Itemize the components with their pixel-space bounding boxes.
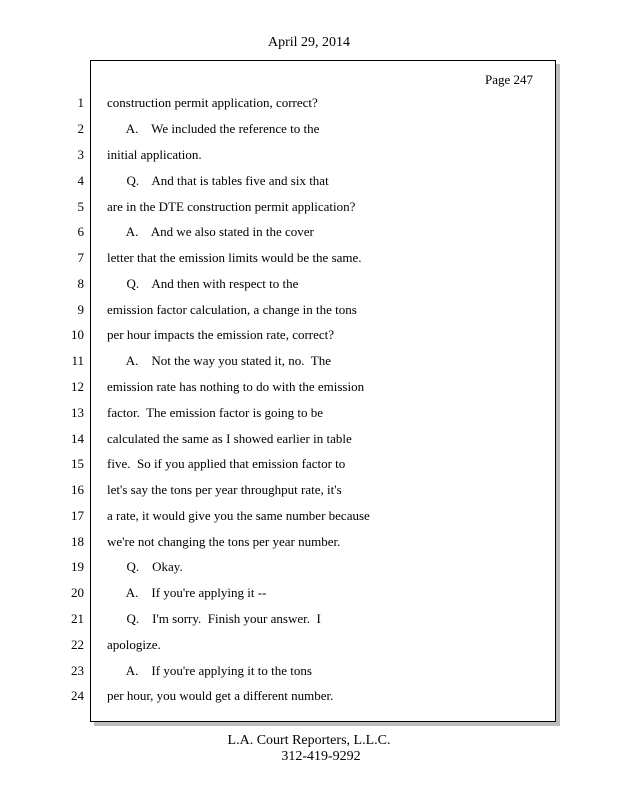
transcript-line: per hour, you would get a different number. — [107, 688, 334, 703]
line-number: 2 — [77, 121, 84, 136]
line-number: 24 — [71, 688, 84, 703]
line-number: 22 — [71, 637, 84, 652]
transcript-line: factor. The emission factor is going to be — [107, 405, 324, 420]
line-number: 23 — [71, 663, 84, 678]
line-number: 15 — [71, 456, 84, 471]
transcript-line: emission factor calculation, a change in the tons — [107, 302, 357, 317]
footer-company: L.A. Court Reporters, L.L.C. — [227, 733, 391, 748]
transcript-line: A. If you're applying it to the tons — [107, 663, 312, 678]
transcript-line: Q. And that is tables five and six that — [107, 173, 329, 188]
transcript-line: are in the DTE construction permit application? — [107, 199, 356, 214]
line-number: 14 — [71, 431, 84, 446]
line-number: 17 — [71, 508, 84, 523]
line-number: 18 — [71, 534, 84, 549]
transcript-line: emission rate has nothing to do with the emission — [107, 379, 365, 394]
transcript-line: initial application. — [107, 147, 202, 162]
line-number: 8 — [77, 276, 84, 291]
transcript-line: letter that the emission limits would be the same. — [107, 250, 362, 265]
transcript-line: calculated the same as I showed earlier in table — [107, 431, 352, 446]
line-number: 11 — [71, 353, 84, 368]
line-number: 7 — [77, 250, 84, 265]
transcript-line: per hour impacts the emission rate, correct? — [107, 327, 335, 342]
line-number: 3 — [77, 147, 84, 162]
transcript-line: we're not changing the tons per year number. — [107, 534, 341, 549]
footer — [0, 733, 618, 765]
transcript-line: Q. And then with respect to the — [107, 276, 299, 291]
transcript-line: A. If you're applying it -- — [107, 585, 267, 600]
transcript-line: five. So if you applied that emission factor to — [107, 456, 346, 471]
transcript-line: A. We included the reference to the — [107, 121, 320, 136]
line-number: 12 — [71, 379, 84, 394]
line-number: 5 — [77, 199, 84, 214]
line-number: 10 — [71, 327, 84, 342]
line-number: 20 — [71, 585, 84, 600]
line-number: 21 — [71, 611, 84, 626]
line-number: 16 — [71, 482, 84, 497]
transcript-line: a rate, it would give you the same number because — [107, 508, 370, 523]
transcript-line: A. Not the way you stated it, no. The — [107, 353, 331, 368]
footer-phone: 312-419-9292 — [281, 749, 361, 764]
page-number: Page 247 — [484, 72, 533, 87]
transcript-line: apologize. — [107, 637, 161, 652]
transcript-line: A. And we also stated in the cover — [107, 224, 314, 239]
line-number: 9 — [77, 302, 84, 317]
transcript-line: Q. I'm sorry. Finish your answer. I — [107, 611, 321, 626]
transcript-line: Q. Okay. — [107, 559, 183, 574]
transcript-line: let's say the tons per year throughput rate, it's — [107, 482, 342, 497]
line-number: 4 — [77, 173, 84, 188]
header-date: April 29, 2014 — [267, 35, 351, 50]
line-number: 1 — [77, 95, 84, 110]
transcript-line: construction permit application, correct? — [107, 95, 318, 110]
line-number: 13 — [71, 405, 84, 420]
line-number: 19 — [71, 559, 84, 574]
line-number: 6 — [77, 224, 84, 239]
